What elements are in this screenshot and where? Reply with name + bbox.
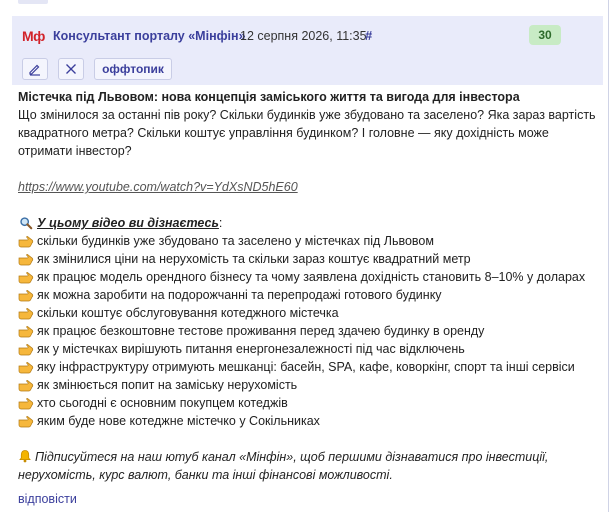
learn-list-item bbox=[18, 286, 598, 304]
post-date: 12 серпня 2026, 11:35 bbox=[240, 29, 367, 43]
learn-list-item-text: як можна заробити на подорожчанні та перепродажі готового будинку bbox=[37, 288, 442, 302]
learn-list-item-text: як у містечках вирішують питання енергонезалежності під час відключень bbox=[37, 342, 465, 356]
pointing-hand-icon bbox=[18, 378, 34, 392]
subscribe-note bbox=[18, 448, 598, 484]
learn-list-item bbox=[18, 250, 598, 268]
post-body bbox=[18, 88, 598, 508]
learn-list-item bbox=[18, 394, 598, 412]
learn-list-item bbox=[18, 340, 598, 358]
permalink-hash[interactable]: # bbox=[365, 28, 373, 43]
learn-list-item bbox=[18, 376, 598, 394]
rating-badge: 30 bbox=[529, 25, 561, 45]
pointing-hand-icon bbox=[18, 324, 34, 338]
comment-post bbox=[0, 16, 603, 506]
learn-list-item bbox=[18, 358, 598, 376]
learn-heading-colon: : bbox=[218, 216, 223, 230]
subscribe-text: Підписуйтеся на наш ютуб канал «Мінфін», щоб першими дізнаватися про інвестиції, нерухомість, курс валют, банки та інші фінансові можливості. bbox=[18, 450, 549, 482]
learn-list-item-text: як змінюється попит на заміську нерухомість bbox=[37, 378, 298, 392]
learn-list-item-text: яким буде нове котеджне містечко у Сокільниках bbox=[37, 414, 320, 428]
learn-list-item-text: як працює модель орендного бізнесу та чому заявлена дохідність становить 8–10% у доларах bbox=[37, 270, 586, 284]
learn-list-item-text: як змінилися ціни на нерухомість та скільки зараз коштує квадратний метр bbox=[37, 252, 471, 266]
post-header bbox=[12, 16, 603, 85]
magnifier-icon bbox=[18, 216, 34, 230]
post-intro: Що змінилося за останні пів року? Скільки будинків уже збудовано та заселено? Яка зараз вартість квадратного метра? Скільки коштує управління будинком? І головне — яку дохідність може отримати інвестор? bbox=[18, 108, 596, 158]
learn-list-item bbox=[18, 412, 598, 430]
edit-button[interactable] bbox=[22, 58, 48, 80]
author-name[interactable]: Консультант порталу «Мінфін» bbox=[53, 29, 246, 43]
delete-button[interactable] bbox=[58, 58, 84, 80]
learn-list-item-text: як працює безкоштовне тестове проживання перед здачею будинку в оренду bbox=[37, 324, 485, 338]
learn-list-item bbox=[18, 232, 598, 250]
pointing-hand-icon bbox=[18, 414, 34, 428]
pointing-hand-icon bbox=[18, 306, 34, 320]
youtube-link[interactable]: https://www.youtube.com/watch?v=YdXsND5hE60 bbox=[18, 180, 298, 194]
close-icon bbox=[65, 63, 77, 75]
pointing-hand-icon bbox=[18, 234, 34, 248]
learn-list-item bbox=[18, 268, 598, 286]
learn-list-item bbox=[18, 304, 598, 322]
learn-list-item-text: яку інфраструктуру отримують мешканці: басейн, SPA, кафе, коворкінг, спорт та інші сервіси bbox=[37, 360, 575, 374]
bell-icon bbox=[18, 449, 32, 463]
pointing-hand-icon bbox=[18, 288, 34, 302]
pencil-icon bbox=[28, 62, 42, 76]
learn-heading-row bbox=[18, 214, 598, 232]
top-strip bbox=[18, 0, 48, 4]
reply-link[interactable]: відповісти bbox=[18, 492, 77, 506]
learn-heading: У цьому відео ви дізнаєтесь bbox=[37, 216, 219, 230]
minfin-logo[interactable] bbox=[22, 24, 46, 48]
pointing-hand-icon bbox=[18, 396, 34, 410]
learn-list-item bbox=[18, 322, 598, 340]
pointing-hand-icon bbox=[18, 360, 34, 374]
pointing-hand-icon bbox=[18, 270, 34, 284]
pointing-hand-icon bbox=[18, 342, 34, 356]
pointing-hand-icon bbox=[18, 252, 34, 266]
learn-list-item-text: скільки будинків уже збудовано та заселено у містечках під Львовом bbox=[37, 234, 434, 248]
learn-list-item-text: скільки коштує обслуговування котеджного містечка bbox=[37, 306, 339, 320]
logo-text: Мф bbox=[22, 28, 45, 44]
post-title: Містечка під Львовом: нова концепція заміського життя та вигода для інвестора bbox=[18, 90, 520, 104]
right-border bbox=[608, 0, 609, 512]
learn-list bbox=[18, 232, 598, 430]
learn-list-item-text: хто сьогодні є основним покупцем котеджів bbox=[37, 396, 288, 410]
offtopic-tag-button[interactable]: оффтопик bbox=[94, 58, 172, 80]
